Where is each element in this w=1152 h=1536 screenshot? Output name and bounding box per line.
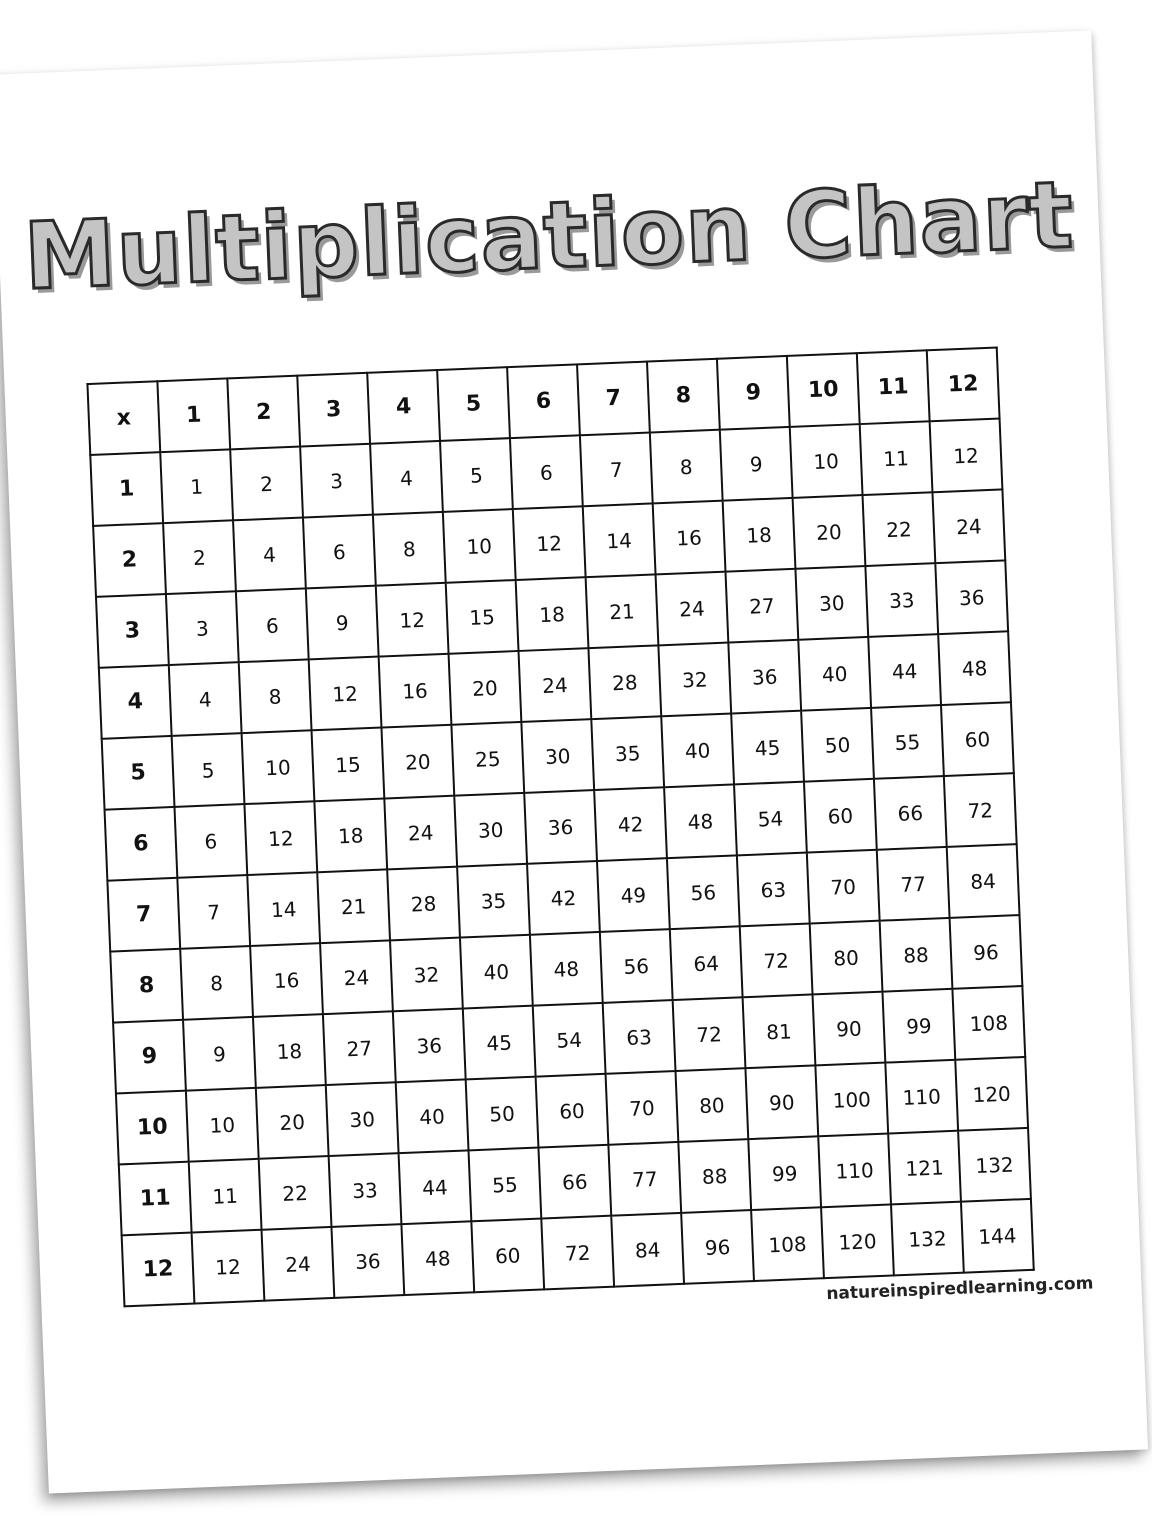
product-cell: 63: [737, 853, 810, 927]
product-cell: 35: [457, 864, 530, 938]
product-cell: 27: [323, 1011, 396, 1085]
product-cell: 4: [169, 662, 242, 736]
product-cell: 96: [950, 915, 1023, 989]
product-cell: 72: [740, 924, 813, 998]
product-cell: 72: [541, 1216, 614, 1290]
product-cell: 15: [312, 728, 385, 802]
product-cell: 32: [658, 643, 731, 717]
product-cell: 80: [675, 1068, 748, 1142]
product-cell: 10: [790, 424, 863, 498]
product-cell: 60: [536, 1074, 609, 1148]
product-cell: 50: [466, 1077, 539, 1151]
product-cell: 9: [720, 427, 793, 501]
product-cell: 12: [309, 657, 382, 731]
product-cell: 110: [818, 1134, 891, 1208]
product-cell: 54: [734, 782, 807, 856]
row-header-cell: 6: [105, 807, 178, 881]
product-cell: 16: [653, 501, 726, 575]
column-header-cell: 8: [647, 359, 720, 433]
product-cell: 12: [192, 1230, 265, 1304]
product-cell: 40: [460, 935, 533, 1009]
product-cell: 20: [381, 725, 454, 799]
product-cell: 55: [871, 705, 944, 779]
product-cell: 30: [521, 719, 594, 793]
row-header-cell: 11: [119, 1162, 192, 1236]
product-cell: 8: [373, 512, 446, 586]
column-header-cell: 11: [857, 350, 930, 424]
product-cell: 42: [594, 787, 667, 861]
row-header-cell: 9: [113, 1020, 186, 1094]
product-cell: 5: [172, 733, 245, 807]
row-header-cell: 1: [90, 452, 163, 526]
product-cell: 24: [320, 940, 393, 1014]
page-title: Multiplication Chart: [21, 161, 1076, 311]
product-cell: 110: [885, 1060, 958, 1134]
column-header-cell: 3: [297, 373, 370, 447]
product-cell: 30: [454, 793, 527, 867]
worksheet-page: [0, 30, 1148, 1493]
product-cell: 4: [370, 441, 443, 515]
product-cell: 45: [463, 1006, 536, 1080]
product-cell: 21: [317, 869, 390, 943]
product-cell: 6: [303, 515, 376, 589]
product-cell: 4: [233, 518, 306, 592]
row-header-cell: 7: [107, 878, 180, 952]
product-cell: 49: [597, 858, 670, 932]
product-cell: 28: [588, 645, 661, 719]
column-header-cell: 9: [717, 356, 790, 430]
product-cell: 2: [163, 520, 236, 594]
product-cell: 12: [930, 418, 1003, 492]
product-cell: 24: [932, 489, 1005, 563]
product-cell: 10: [443, 509, 516, 583]
product-cell: 70: [807, 850, 880, 924]
product-cell: 11: [860, 421, 933, 495]
row-header-cell: 10: [116, 1091, 189, 1165]
product-cell: 60: [471, 1219, 544, 1293]
product-cell: 18: [253, 1014, 326, 1088]
product-cell: 42: [527, 861, 600, 935]
product-cell: 80: [810, 921, 883, 995]
product-cell: 22: [259, 1156, 332, 1230]
product-cell: 12: [376, 583, 449, 657]
row-header-cell: 12: [122, 1233, 195, 1307]
product-cell: 40: [798, 637, 871, 711]
product-cell: 11: [189, 1159, 262, 1233]
product-cell: 88: [880, 918, 953, 992]
product-cell: 70: [606, 1071, 679, 1145]
product-cell: 48: [938, 631, 1011, 705]
product-cell: 48: [401, 1221, 474, 1295]
product-cell: 36: [331, 1224, 404, 1298]
product-cell: 120: [955, 1057, 1028, 1131]
multiplication-table: [86, 347, 1034, 1308]
product-cell: 18: [723, 498, 796, 572]
product-cell: 66: [538, 1145, 611, 1219]
product-cell: 16: [250, 943, 323, 1017]
product-cell: 84: [947, 844, 1020, 918]
product-cell: 12: [513, 506, 586, 580]
product-cell: 14: [583, 503, 656, 577]
product-cell: 3: [166, 591, 239, 665]
product-cell: 132: [891, 1202, 964, 1276]
product-cell: 8: [239, 659, 312, 733]
product-cell: 63: [603, 1000, 676, 1074]
product-cell: 20: [256, 1085, 329, 1159]
row-header-cell: 3: [96, 594, 169, 668]
product-cell: 5: [440, 438, 513, 512]
product-cell: 15: [446, 580, 519, 654]
product-cell: 8: [180, 946, 253, 1020]
product-cell: 14: [247, 872, 320, 946]
column-header-cell: 5: [437, 367, 510, 441]
product-cell: 20: [793, 495, 866, 569]
product-cell: 55: [469, 1148, 542, 1222]
product-cell: 1: [160, 449, 233, 523]
column-header-cell: 4: [367, 370, 440, 444]
product-cell: 9: [183, 1017, 256, 1091]
product-cell: 9: [306, 586, 379, 660]
product-cell: 60: [804, 779, 877, 853]
column-header-cell: 2: [227, 376, 300, 450]
product-cell: 25: [451, 722, 524, 796]
product-cell: 132: [958, 1128, 1031, 1202]
product-cell: 8: [650, 430, 723, 504]
product-cell: 44: [868, 634, 941, 708]
product-cell: 20: [449, 651, 522, 725]
product-cell: 90: [813, 992, 886, 1066]
product-cell: 2: [230, 447, 303, 521]
product-cell: 12: [244, 801, 317, 875]
product-cell: 24: [656, 572, 729, 646]
product-cell: 50: [801, 708, 874, 782]
product-cell: 36: [935, 560, 1008, 634]
product-cell: 96: [681, 1210, 754, 1284]
product-cell: 45: [731, 711, 804, 785]
corner-cell: x: [87, 381, 160, 455]
product-cell: 56: [600, 929, 673, 1003]
product-cell: 77: [877, 847, 950, 921]
column-header-cell: 12: [927, 348, 1000, 422]
row-header-cell: 4: [99, 665, 172, 739]
product-cell: 81: [743, 994, 816, 1068]
product-cell: 27: [725, 569, 798, 643]
product-cell: 40: [396, 1079, 469, 1153]
product-cell: 40: [661, 713, 734, 787]
product-cell: 21: [586, 574, 659, 648]
column-header-cell: 7: [577, 362, 650, 436]
product-cell: 44: [399, 1150, 472, 1224]
product-cell: 99: [882, 989, 955, 1063]
product-cell: 3: [300, 444, 373, 518]
product-cell: 120: [821, 1204, 894, 1278]
website-credit: natureinspiredlearning.com: [825, 1273, 1094, 1305]
column-header-cell: 6: [507, 364, 580, 438]
product-cell: 144: [961, 1199, 1034, 1273]
product-cell: 10: [186, 1088, 259, 1162]
product-cell: 36: [393, 1009, 466, 1083]
product-cell: 30: [326, 1082, 399, 1156]
product-cell: 35: [591, 716, 664, 790]
product-cell: 99: [748, 1136, 821, 1210]
row-header-cell: 2: [93, 523, 166, 597]
product-cell: 36: [524, 790, 597, 864]
product-cell: 24: [262, 1227, 335, 1301]
product-cell: 88: [678, 1139, 751, 1213]
product-cell: 10: [242, 730, 315, 804]
product-cell: 64: [670, 926, 743, 1000]
product-cell: 28: [387, 867, 460, 941]
product-cell: 54: [533, 1003, 606, 1077]
product-cell: 121: [888, 1131, 961, 1205]
product-cell: 6: [236, 588, 309, 662]
product-cell: 6: [174, 804, 247, 878]
product-cell: 24: [384, 796, 457, 870]
product-cell: 7: [177, 875, 250, 949]
product-cell: 72: [673, 997, 746, 1071]
product-cell: 48: [530, 932, 603, 1006]
product-cell: 18: [314, 798, 387, 872]
row-header-cell: 5: [102, 736, 175, 810]
product-cell: 48: [664, 784, 737, 858]
column-header-cell: 10: [787, 353, 860, 427]
product-cell: 22: [863, 492, 936, 566]
product-cell: 90: [745, 1065, 818, 1139]
product-cell: 33: [329, 1153, 402, 1227]
product-cell: 16: [379, 654, 452, 728]
product-cell: 108: [952, 986, 1025, 1060]
product-cell: 32: [390, 938, 463, 1012]
product-cell: 108: [751, 1207, 824, 1281]
product-cell: 60: [941, 702, 1014, 776]
column-header-cell: 1: [157, 378, 230, 452]
product-cell: 72: [944, 773, 1017, 847]
product-cell: 66: [874, 776, 947, 850]
product-cell: 33: [865, 563, 938, 637]
row-header-cell: 8: [110, 949, 183, 1023]
product-cell: 84: [611, 1213, 684, 1287]
product-cell: 24: [519, 648, 592, 722]
product-cell: 56: [667, 855, 740, 929]
product-cell: 7: [580, 433, 653, 507]
product-cell: 36: [728, 640, 801, 714]
product-cell: 6: [510, 435, 583, 509]
product-cell: 77: [608, 1142, 681, 1216]
product-cell: 30: [795, 566, 868, 640]
product-cell: 100: [815, 1063, 888, 1137]
product-cell: 18: [516, 577, 589, 651]
